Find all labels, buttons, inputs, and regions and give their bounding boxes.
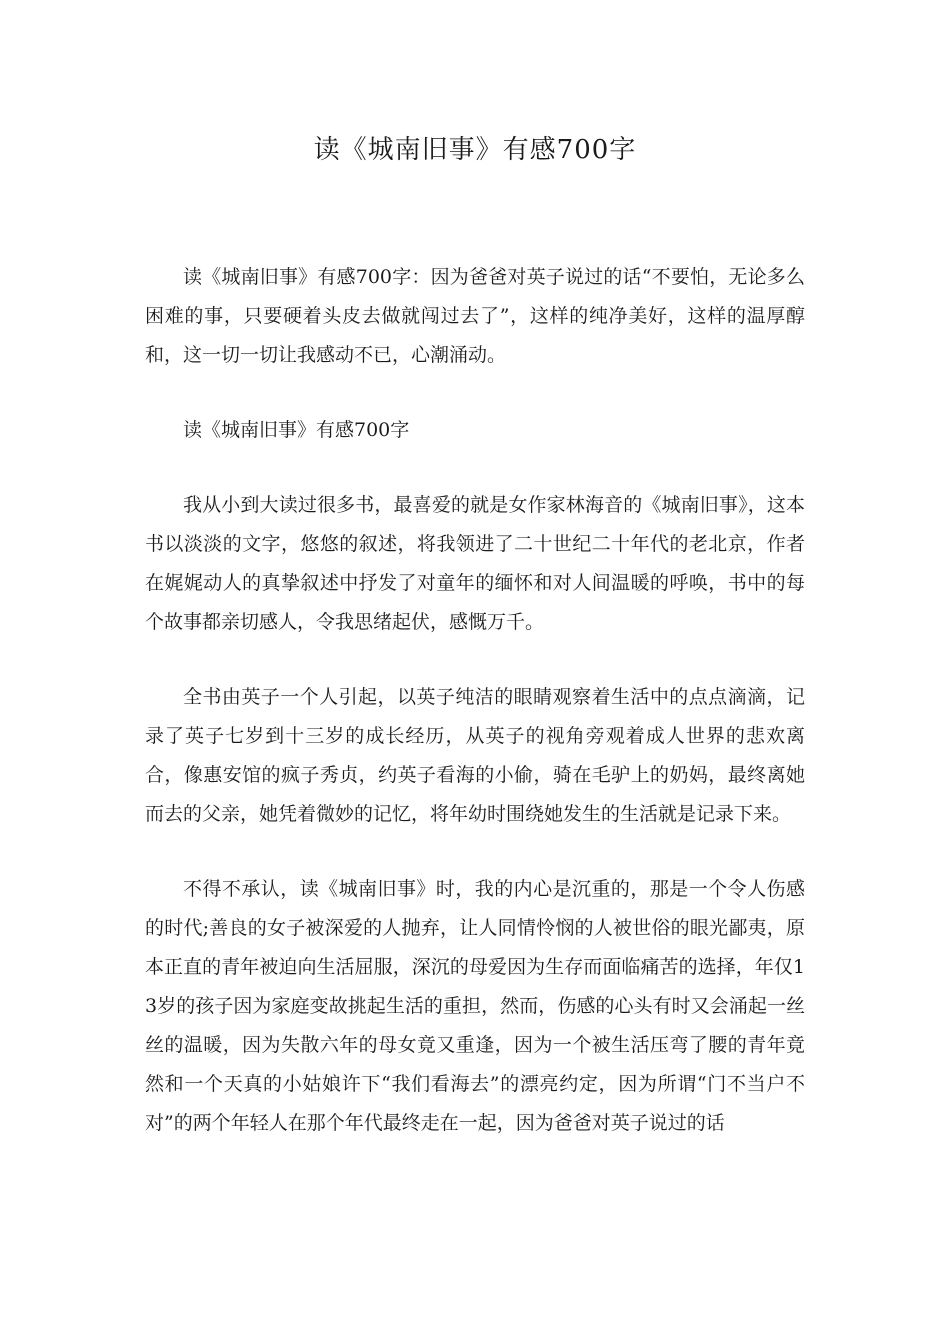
document-title: 读《城南旧事》有感700字 bbox=[313, 135, 637, 165]
paragraph-summary: 全书由英子一个人引起，以英子纯洁的眼睛观察着生活中的点点滴滴，记录了英子七岁到十三岁的成长经历，从英子的视角旁观着成人世界的悲欢离合，像惠安馆的疯子秀贞，约英子看海的小偷，骑在毛驴上的奶妈，最终离她而去的父亲，她凭着微妙的记忆，将年幼时围绕她发生的生活就是记录下来。 bbox=[145, 686, 805, 825]
paragraph-intro: 读《城南旧事》有感700字：因为爸爸对英子说过的话“不要怕，无论多么困难的事，只要硬着头皮去做就闯过去了”，这样的纯净美好，这样的温厚醇和，这一切一切让我感动不已，心潮涌动。 bbox=[145, 266, 805, 366]
paragraph-reading: 我从小到大读过很多书，最喜爱的就是女作家林海音的《城南旧事》，这本书以淡淡的文字，悠悠的叙述，将我领进了二十世纪二十年代的老北京，作者在娓娓动人的真挚叙述中抒发了对童年的缅怀和对人间温暖的呼唤，书中的每个故事都亲切感人，令我思绪起伏，感慨万千。 bbox=[145, 494, 805, 633]
document-body bbox=[145, 258, 805, 1179]
paragraph-reflection: 不得不承认，读《城南旧事》时，我的内心是沉重的，那是一个令人伤感的时代;善良的女子被深爱的人抛弃，让人同情怜悯的人被世俗的眼光鄙夷，原本正直的青年被迫向生活屈服，深沉的母爱因为生存而面临痛苦的选择，年仅13岁的孩子因为家庭变故挑起生活的重担，然而，伤感的心头有时又会涌起一丝丝的温暖，因为失散六年的母女竟又重逢，因为一个被生活压弯了腰的青年竟然和一个天真的小姑娘许下“我们看海去”的漂亮约定，因为所谓“门不当户不对”的两个年轻人在那个年代最终走在一起，因为爸爸对英子说过的话 bbox=[145, 878, 805, 1134]
paragraph-subtitle: 读《城南旧事》有感700字 bbox=[183, 419, 410, 441]
